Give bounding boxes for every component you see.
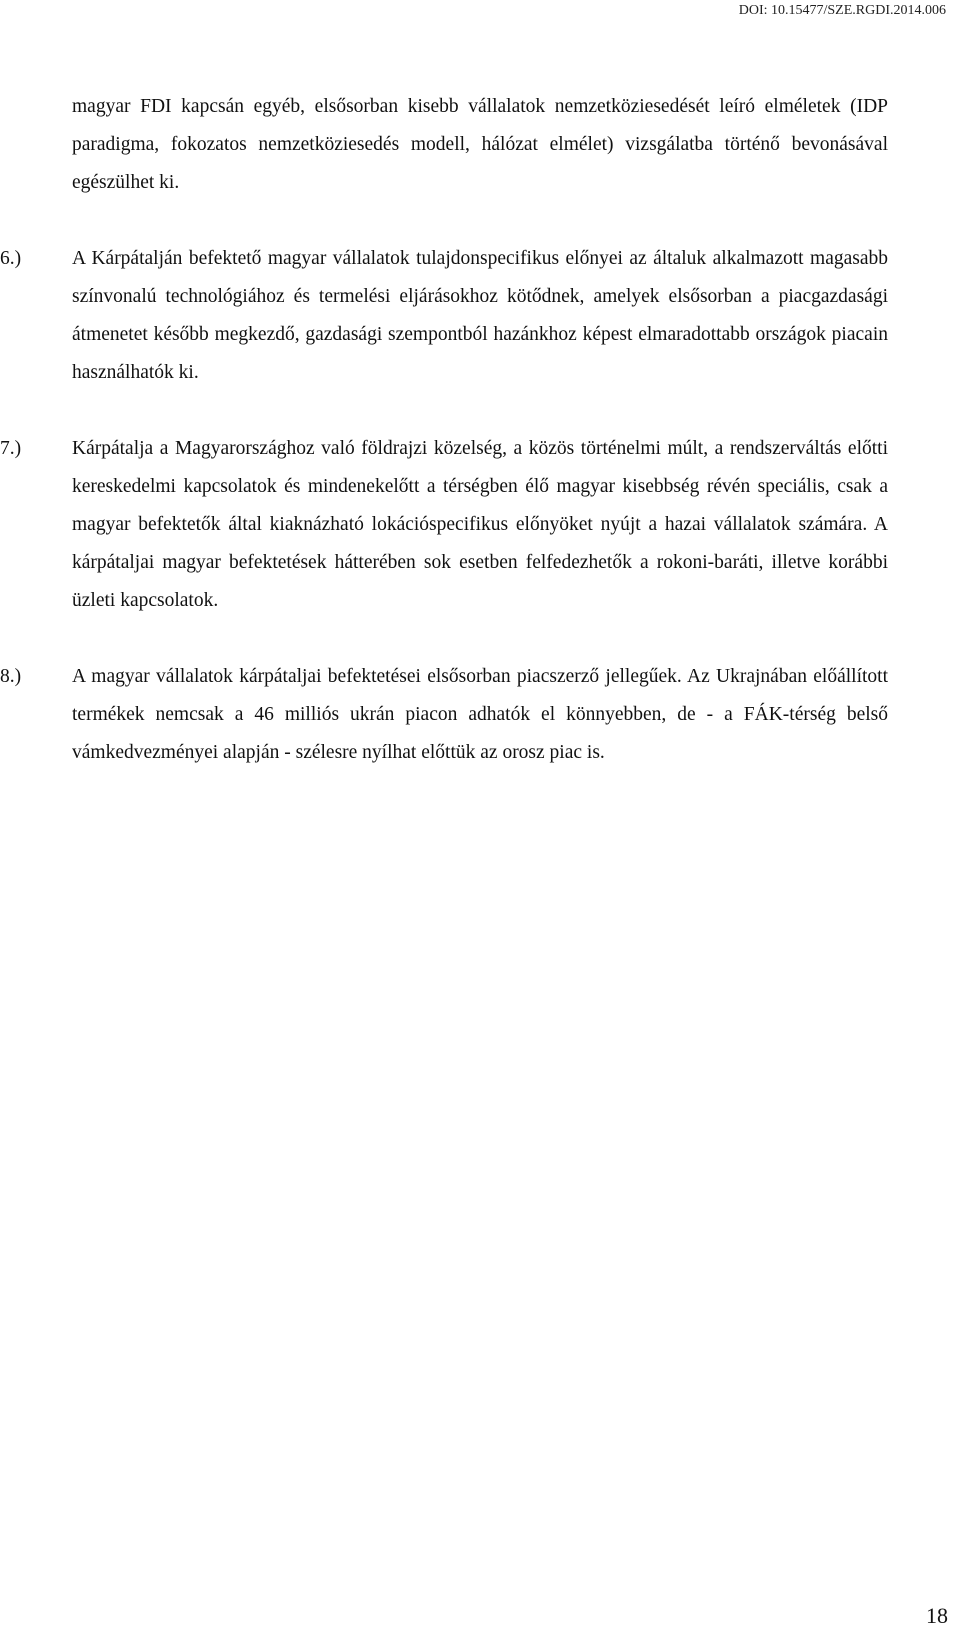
doi-header: DOI: 10.15477/SZE.RGDI.2014.006 [738,3,946,18]
item-number: 6.) [0,248,22,269]
list-item-6 [0,240,888,392]
document-body [0,88,888,772]
item-text: A Kárpátalján befektető magyar vállalatok tulajdonspecifikus előnyei az általuk alkalmazott magasabb színvonalú technológiához és termelési eljárásokhoz kötődnek, amelyek elsősorban a piacgazdasági átmenetet később megkezdő, gazdasági szempontból hazánkhoz képest elmaradottabb országok piacain használhatók ki. [72,248,888,383]
page-number: 18 [926,1603,948,1628]
item-text: A magyar vállalatok kárpátaljai befektetései elsősorban piacszerző jellegűek. Az Ukrajnában előállított termékek nemcsak a 46 milliós ukrán piacon adhatók el könnyebben, de - a FÁK-térség belső vámkedvezményei alapján - szélesre nyílhat előttük az orosz piac is. [72,666,888,763]
item-number: 7.) [0,438,22,459]
item-number: 8.) [0,666,22,687]
list-item-8 [0,658,888,772]
lead-paragraph: magyar FDI kapcsán egyéb, elsősorban kisebb vállalatok nemzetköziesedését leíró elméletek (IDP paradigma, fokozatos nemzetköziesedés modell, hálózat elmélet) vizsgálatba történő bevonásával egészülhet ki. [72,96,888,193]
item-text: Kárpátalja a Magyarországhoz való földrajzi közelség, a közös történelmi múlt, a rendszerváltás előtti kereskedelmi kapcsolatok és mindenekelőtt a térségben élő magyar kisebbség révén speciális, csak a magyar befektetők által kiaknázható lokációspecifikus előnyöket nyújt a hazai vállalatok számára. A kárpátaljai magyar befektetések hátterében sok esetben felfedezhetők a rokoni-baráti, illetve korábbi üzleti kapcsolatok. [72,438,888,611]
list-item-7 [0,430,888,620]
